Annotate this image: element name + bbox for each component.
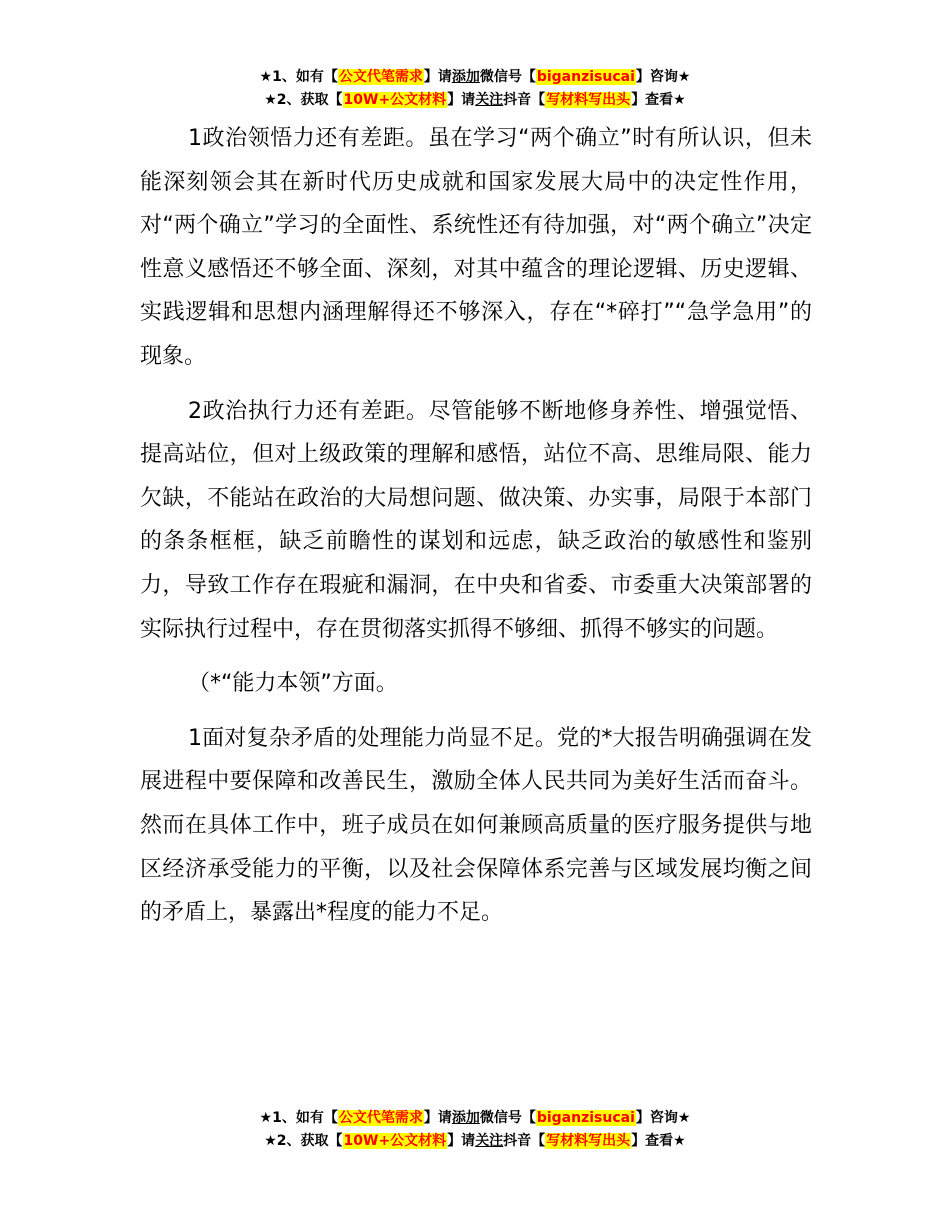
header-banner bbox=[0, 66, 950, 112]
paragraph-political-execution: 2政治执行力还有差距。尽管能够不断地修身养性、增强觉悟、提高站位，但对上级政策的理解和感悟，站位不高、思维局限、能力欠缺，不能站在政治的大局想问题、做决策、办实事，局限于本部门的条条框框，缺乏前瞻性的谋划和远虑，缺乏政治的敏感性和鉴别力，导致工作存在瑕疵和漏洞，在中央和省委、市委重大决策部署的实际执行过程中，存在贯彻落实抓得不够细、抓得不够实的问题。 bbox=[140, 398, 812, 642]
highlight-text: 公文代笔需求 bbox=[338, 1110, 423, 1126]
underlined-text: 关注 bbox=[475, 1133, 504, 1149]
footer-text: ★2、获取【 bbox=[264, 1133, 343, 1149]
section-heading-ability: （*“能力本领”方面。 bbox=[188, 671, 398, 697]
paragraph-conflict-handling: 1面对复杂矛盾的处理能力尚显不足。党的*大报告明确强调在发展进程中要保障和改善民生，激励全体人民共同为美好生活而奋斗。然而在具体工作中，班子成员在如何兼顾高质量的医疗服务提供与地区经济承受能力的平衡，以及社会保障体系完善与区域发展均衡之间的矛盾上，暴露出*程度的能力不足。 bbox=[140, 725, 812, 926]
footer-text: 抖音【 bbox=[503, 1133, 546, 1149]
header-text: 抖音【 bbox=[503, 92, 546, 108]
document-body bbox=[140, 117, 812, 946]
footer-banner bbox=[0, 1107, 950, 1153]
footer-line-1 bbox=[0, 1107, 950, 1130]
header-text: 】请 bbox=[447, 92, 476, 108]
header-text: 微信号【 bbox=[479, 69, 536, 85]
footer-text: 微信号【 bbox=[479, 1110, 536, 1126]
highlight-text: 10W+公文材料 bbox=[343, 92, 447, 108]
douyin-account: 写材料写出头 bbox=[546, 92, 631, 108]
paragraph-political-comprehension: 1政治领悟力还有差距。虽在学习“两个确立”时有所认识，但未能深刻领会其在新时代历史成就和国家发展大局中的决定性作用，对“两个确立”学习的全面性、系统性还有待加强，对“两个确立”决定性意义感悟还不够全面、深刻，对其中蕴含的理论逻辑、历史逻辑、实践逻辑和思想内涵理解得还不够深入，存在“*碎打”“急学急用”的现象。 bbox=[140, 126, 812, 369]
wechat-id: biganzisucai bbox=[536, 1110, 635, 1126]
underlined-text: 添加 bbox=[451, 1110, 480, 1126]
header-text: ★1、如有【 bbox=[259, 69, 338, 85]
header-line-1 bbox=[0, 66, 950, 89]
highlight-text: 10W+公文材料 bbox=[343, 1133, 447, 1149]
wechat-id: biganzisucai bbox=[536, 69, 635, 85]
underlined-text: 添加 bbox=[451, 69, 480, 85]
douyin-account: 写材料写出头 bbox=[546, 1133, 631, 1149]
header-text: 】查看★ bbox=[631, 92, 686, 108]
underlined-text: 关注 bbox=[475, 92, 504, 108]
header-line-2 bbox=[0, 89, 950, 112]
header-text: 】咨询★ bbox=[635, 69, 691, 85]
footer-text: 】请 bbox=[423, 1110, 452, 1126]
footer-text: 】查看★ bbox=[631, 1133, 686, 1149]
footer-text: ★1、如有【 bbox=[259, 1110, 338, 1126]
header-text: 】请 bbox=[423, 69, 452, 85]
header-text: ★2、获取【 bbox=[264, 92, 343, 108]
footer-line-2 bbox=[0, 1130, 950, 1153]
highlight-text: 公文代笔需求 bbox=[338, 69, 423, 85]
footer-text: 】咨询★ bbox=[635, 1110, 691, 1126]
footer-text: 】请 bbox=[447, 1133, 476, 1149]
